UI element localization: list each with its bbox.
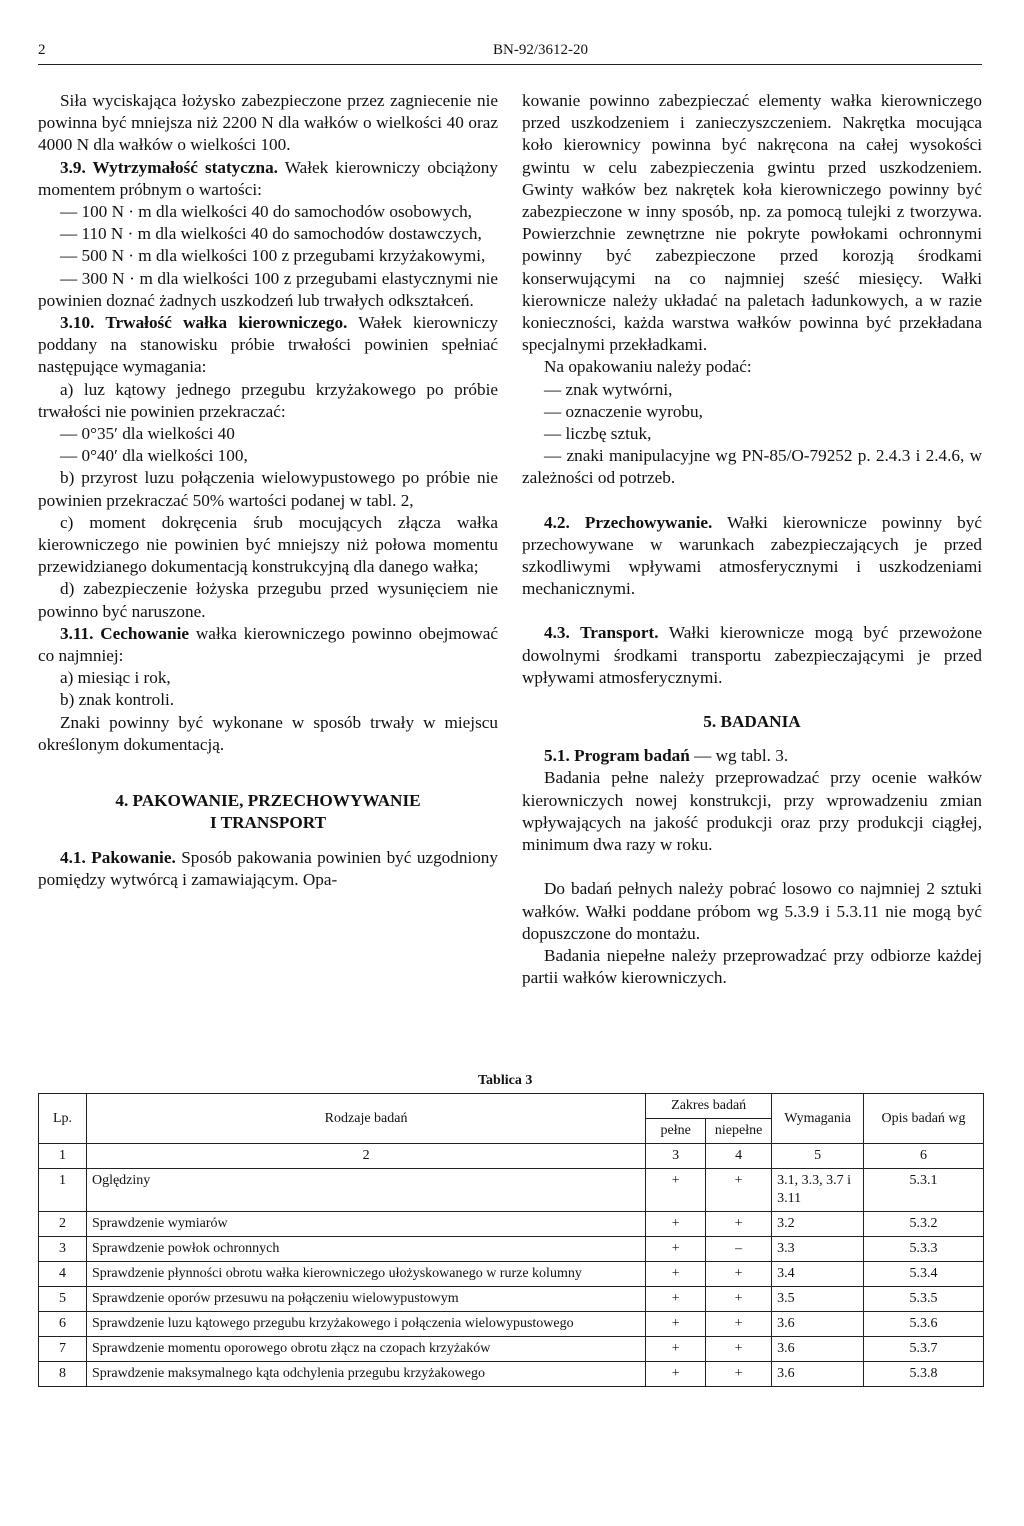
chapter-heading: 5. BADANIA [703, 712, 801, 732]
column-number: 1 [39, 1144, 87, 1169]
section-title: 4.3. Transport. [544, 623, 659, 643]
section-4-2 [522, 512, 982, 601]
list-item: — liczbę sztuk, [544, 424, 652, 444]
cell-rodzaje: Sprawdzenie płynności obrotu wałka kierowniczego ułożyskowanego w rurze kolumny [86, 1262, 645, 1287]
list-item: — 0°40′ dla wielkości 100, [60, 446, 248, 466]
cell-wymagania: 3.5 [772, 1287, 864, 1312]
spacer [522, 600, 982, 622]
cell-pelne: + [646, 1287, 706, 1312]
cell-opis: 5.3.6 [864, 1312, 984, 1337]
document-id: BN-92/3612-20 [493, 42, 588, 58]
cell-niepelne: + [706, 1262, 772, 1287]
right-column [522, 90, 982, 989]
table-row [39, 1237, 984, 1262]
cell-wymagania: 3.3 [772, 1237, 864, 1262]
table-row [39, 1212, 984, 1237]
cell-niepelne: – [706, 1237, 772, 1262]
header-niepelne: niepełne [706, 1119, 772, 1144]
cell-rodzaje: Sprawdzenie momentu oporowego obrotu złącz na czopach krzyżaków [86, 1337, 645, 1362]
list-item: — 110 N · m dla wielkości 40 do samochodów dostawczych, [60, 224, 482, 244]
list-item: a) luz kątowy jednego przegubu krzyżakowego po próbie trwałości nie powinien przekraczać: [38, 379, 498, 421]
section-title: 4.1. Pakowanie. [60, 847, 176, 867]
section-3-9 [38, 157, 498, 201]
column-number: 2 [86, 1144, 645, 1169]
cell-pelne: + [646, 1237, 706, 1262]
cell-lp: 2 [39, 1212, 87, 1237]
list-item: d) zabezpieczenie łożyska przegubu przed wysunięciem nie powinno być naruszone. [38, 579, 498, 621]
header-zakres: Zakres badań [646, 1094, 772, 1119]
cell-lp: 6 [39, 1312, 87, 1337]
table-row [39, 1362, 984, 1387]
table-row [39, 1337, 984, 1362]
spacer [522, 733, 982, 745]
section-title: 3.11. Cechowanie [60, 623, 190, 643]
paragraph-text: Wałek kierowniczy poddany na stanowisku próbie trwałości powinien spełniać następujące wymagania: [38, 313, 499, 377]
cell-pelne: + [646, 1362, 706, 1387]
spacer [38, 835, 498, 847]
column-number: 4 [706, 1144, 772, 1169]
table-row [39, 1169, 984, 1212]
paragraph-text: — wg tabl. 3. [689, 746, 789, 766]
paragraph: Badania niepełne należy przeprowadzać przy odbiorze każdej partii wałków kierowniczych. [522, 945, 982, 988]
cell-pelne: + [646, 1262, 706, 1287]
paragraph: Znaki powinny być wykonane w sposób trwały w miejscu określonym dokumentacją. [38, 712, 498, 754]
column-number: 3 [646, 1144, 706, 1169]
page-header [38, 42, 982, 65]
header-rodzaje: Rodzaje badań [86, 1094, 645, 1144]
cell-wymagania: 3.2 [772, 1212, 864, 1237]
paragraph-text: Wałki kierownicze mogą być przewożone dowolnymi środkami transportu zabezpieczającymi je przed wpływami atmosferycznymi. [522, 623, 982, 687]
cell-niepelne: + [706, 1362, 772, 1387]
column-number: 6 [864, 1144, 984, 1169]
spacer [522, 490, 982, 512]
paragraph-text: Wałki kierownicze powinny być przechowywane w warunkach zabezpieczających je przed szkodliwymi wpływami atmosferycznymi i uszkodzeniami mechanicznymi. [522, 512, 982, 599]
cell-lp: 1 [39, 1169, 87, 1212]
table-row [39, 1312, 984, 1337]
left-column [38, 90, 498, 891]
paragraph: Siła wyciskająca łożysko zabezpieczone przez zagniecenie nie powinna być mniejsza niż 2200 N dla wałków o wielkości 40 oraz 4000 N dla wałków o wielkości 100. [38, 91, 498, 155]
cell-lp: 7 [39, 1337, 87, 1362]
table-caption: Tablica 3 [478, 1073, 533, 1088]
list-item: — znak wytwórni, [544, 379, 673, 399]
cell-lp: 5 [39, 1287, 87, 1312]
header-wymagania: Wymagania [772, 1094, 864, 1144]
cell-opis: 5.3.1 [864, 1169, 984, 1212]
spacer [522, 856, 982, 878]
column-number: 5 [772, 1144, 864, 1169]
cell-niepelne: + [706, 1337, 772, 1362]
cell-opis: 5.3.8 [864, 1362, 984, 1387]
cell-opis: 5.3.7 [864, 1337, 984, 1362]
list-item: — 500 N · m dla wielkości 100 z przegubami krzyżakowymi, [60, 246, 486, 266]
section-3-10 [38, 312, 498, 379]
cell-wymagania: 3.1, 3.3, 3.7 i 3.11 [772, 1169, 864, 1212]
section-title: 5.1. Program badań [544, 746, 690, 766]
table-header-row [39, 1094, 984, 1119]
paragraph-text: Wałek kierowniczy obciążony momentem próbnym o wartości: [38, 157, 498, 199]
spacer [522, 689, 982, 711]
list-item: — 100 N · m dla wielkości 40 do samochodów osobowych, [60, 202, 472, 222]
cell-lp: 8 [39, 1362, 87, 1387]
section-title: 3.10. Trwałość wałka kierowniczego. [60, 313, 348, 333]
cell-niepelne: + [706, 1287, 772, 1312]
cell-opis: 5.3.4 [864, 1262, 984, 1287]
table-row [39, 1287, 984, 1312]
table-row [39, 1262, 984, 1287]
list-item: b) przyrost luzu połączenia wielowypustowego po próbie nie powinien przekraczać 50% wartości podanej w tabl. 2, [38, 468, 498, 510]
paragraph: Badania pełne należy przeprowadzać przy ocenie wałków kierowniczych nowej konstrukcji, przy wprowadzeniu zmian wpływających na jakość produkcji oraz przy produkcji ciągłej, minimum dwa razy w roku. [522, 768, 982, 855]
cell-rodzaje: Sprawdzenie wymiarów [86, 1212, 645, 1237]
cell-wymagania: 3.6 [772, 1312, 864, 1337]
section-title: 3.9. Wytrzymałość statyczna. [60, 157, 278, 177]
list-item: c) moment dokręcenia śrub mocujących złącza wałka kierowniczego nie powinien być mniejszy niż połowa momentu przewidzianego dokumentacją konstrukcyjną dla danego wałka; [38, 512, 498, 577]
cell-rodzaje: Sprawdzenie oporów przesuwu na połączeniu wielowypustowym [86, 1287, 645, 1312]
table-body [39, 1169, 984, 1387]
cell-pelne: + [646, 1212, 706, 1237]
paragraph: Na opakowaniu należy podać: [544, 357, 752, 377]
list-item: — znaki manipulacyjne wg PN-85/O-79252 p. 2.4.3 i 2.4.6, w zależności od potrzeb. [522, 446, 982, 488]
cell-pelne: + [646, 1169, 706, 1212]
cell-pelne: + [646, 1312, 706, 1337]
header-pelne: pełne [646, 1119, 706, 1144]
cell-rodzaje: Sprawdzenie maksymalnego kąta odchylenia przegubu krzyżakowego [86, 1362, 645, 1387]
cell-wymagania: 3.6 [772, 1362, 864, 1387]
cell-niepelne: + [706, 1212, 772, 1237]
spacer [38, 778, 498, 790]
paragraph: Do badań pełnych należy pobrać losowo co najmniej 2 sztuki wałków. Wałki poddane próbom wg 5.3.9 i 5.3.11 nie mogą być dopuszczone do montażu. [522, 879, 982, 943]
spacer [38, 756, 498, 778]
table-numbering-row [39, 1144, 984, 1169]
section-5-1 [522, 745, 982, 767]
section-3-11 [38, 623, 498, 667]
cell-wymagania: 3.6 [772, 1337, 864, 1362]
section-title: 4.2. Przechowywanie. [544, 512, 713, 532]
chapter-heading: 4. PAKOWANIE, PRZECHOWYWANIE [115, 791, 421, 811]
list-item: — 300 N · m dla wielkości 100 z przegubami elastycznymi nie powinien doznać żadnych uszkodzeń lub trwałych odkształceń. [38, 268, 498, 310]
cell-pelne: + [646, 1337, 706, 1362]
paragraph: kowanie powinno zabezpieczać elementy wałka kierowniczego przed uszkodzeniem i zanieczyszczeniem. Nakrętka mocująca koło kierownicy powinna być nakręcona na całej wysokości gwintu w celu zabezpieczenia gwintu przed uszkodzeniem. Gwinty wałków bez nakrętek koła kierowniczego powinny być zabezpieczone w inny sposób, np. za pomocą tulejki z tworzywa. Powierzchnie zewnętrzne nie pokryte powłokami ochronnymi powinny być zabezpieczone przed korozją środkami konserwującymi na co najmniej sześć miesięcy. Wałki kierownicze należy układać na paletach ładunkowych, a w razie konieczności, każda warstwa wałków powinna być przekładana specjalnymi przekładkami. [522, 91, 982, 355]
section-4-1 [38, 847, 498, 891]
chapter-heading: I TRANSPORT [209, 813, 327, 833]
tests-table [38, 1093, 984, 1387]
cell-niepelne: + [706, 1312, 772, 1337]
cell-opis: 5.3.3 [864, 1237, 984, 1262]
list-item: — oznaczenie wyrobu, [544, 401, 703, 421]
page-number: 2 [38, 42, 46, 58]
cell-opis: 5.3.5 [864, 1287, 984, 1312]
cell-lp: 4 [39, 1262, 87, 1287]
cell-niepelne: + [706, 1169, 772, 1212]
header-lp: Lp. [39, 1094, 87, 1144]
cell-opis: 5.3.2 [864, 1212, 984, 1237]
cell-rodzaje: Sprawdzenie powłok ochronnych [86, 1237, 645, 1262]
paragraph-text: Sposób pakowania powinien być uzgodniony pomiędzy wytwórcą i zamawiającym. Opa- [38, 847, 498, 889]
section-4-3 [522, 622, 982, 689]
cell-wymagania: 3.4 [772, 1262, 864, 1287]
list-item: a) miesiąc i rok, [60, 668, 171, 688]
paragraph-text: wałka kierowniczego powinno obejmować co najmniej: [38, 623, 499, 666]
header-opis: Opis badań wg [864, 1094, 984, 1144]
cell-lp: 3 [39, 1237, 87, 1262]
list-item: b) znak kontroli. [60, 690, 175, 710]
cell-rodzaje: Oględziny [86, 1169, 645, 1212]
list-item: — 0°35′ dla wielkości 40 [60, 424, 235, 444]
cell-rodzaje: Sprawdzenie luzu kątowego przegubu krzyżakowego i połączenia wielowypustowego [86, 1312, 645, 1337]
